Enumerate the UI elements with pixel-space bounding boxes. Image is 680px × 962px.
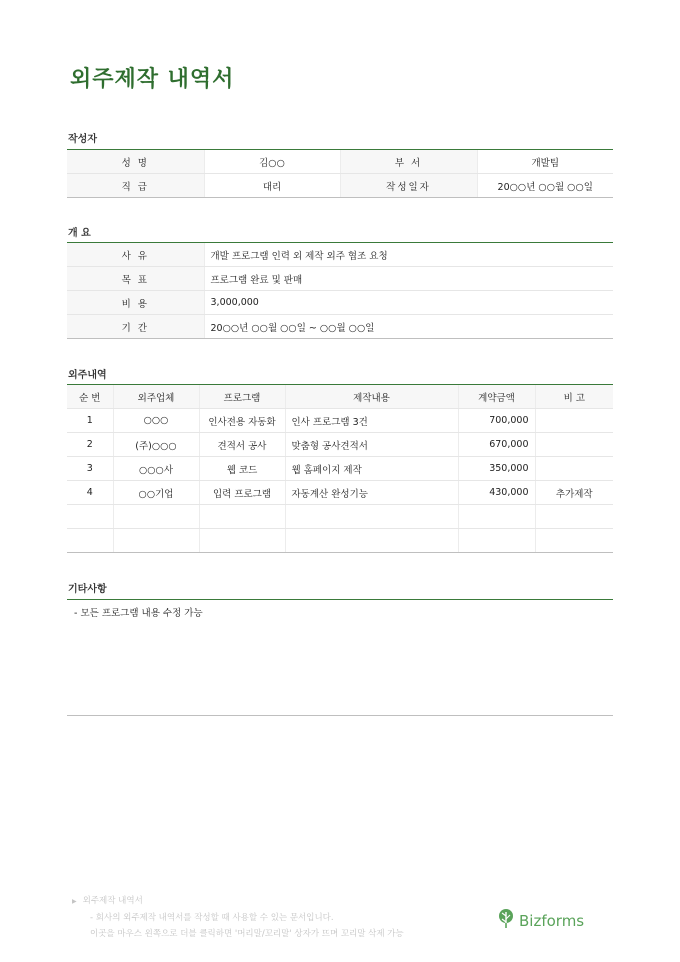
period-value: 20○○년 ○○월 ○○일 ~ ○○월 ○○일 — [204, 315, 613, 339]
footer-title: 외주제작 내역서 — [82, 896, 143, 906]
author-table — [67, 149, 613, 198]
vendor-cell: ○○○ — [113, 409, 199, 433]
remark-cell — [535, 433, 613, 457]
content-cell: 자동계산 완성기능 — [285, 481, 458, 505]
position-label: 직 급 — [67, 174, 204, 198]
leaf-logo-icon — [497, 909, 515, 933]
triangle-bullet-icon: ▶ — [72, 898, 77, 905]
content-cell: 맞춤형 공사견적서 — [285, 433, 458, 457]
row-number — [67, 529, 113, 553]
goal-label: 목 표 — [67, 267, 204, 291]
outsourcing-header-row — [67, 385, 613, 409]
amount-cell: 350,000 — [458, 457, 535, 481]
column-header: 프로그램 — [199, 385, 285, 409]
reason-label: 사 유 — [67, 243, 204, 267]
table-row — [67, 433, 613, 457]
overview-row — [67, 267, 613, 291]
period-label: 기 간 — [67, 315, 204, 339]
etc-text: - 모든 프로그램 내용 수정 가능 — [74, 608, 203, 619]
vendor-cell — [113, 529, 199, 553]
outsourcing-section-heading: 외주내역 — [68, 370, 107, 381]
author-row — [67, 150, 613, 174]
etc-top-divider — [67, 599, 613, 600]
remark-cell — [535, 409, 613, 433]
cost-label: 비 용 — [67, 291, 204, 315]
row-number: 4 — [67, 481, 113, 505]
cost-value: 3,000,000 — [204, 291, 613, 315]
footer-instruction: 이곳을 마우스 왼쪽으로 더블 클릭하면 '머리말/꼬리말' 상자가 뜨며 꼬리말 삭제 가능 — [90, 929, 404, 939]
goal-value: 프로그램 완료 및 판매 — [204, 267, 613, 291]
amount-cell: 670,000 — [458, 433, 535, 457]
overview-row — [67, 243, 613, 267]
column-header: 외주업체 — [113, 385, 199, 409]
overview-section-heading: 개 요 — [68, 228, 91, 239]
reason-value: 개발 프로그램 인력 외 제작 외주 협조 요청 — [204, 243, 613, 267]
column-header: 순 번 — [67, 385, 113, 409]
position-value: 대리 — [204, 174, 340, 198]
program-cell: 인사전용 자동화 — [199, 409, 285, 433]
amount-cell: 430,000 — [458, 481, 535, 505]
author-section-heading: 작성자 — [68, 134, 97, 145]
program-cell: 견적서 공사 — [199, 433, 285, 457]
table-row — [67, 529, 613, 553]
document-title: 외주제작 내역서 — [70, 67, 235, 92]
etc-section-heading: 기타사항 — [68, 584, 107, 595]
overview-row — [67, 291, 613, 315]
column-header: 비 고 — [535, 385, 613, 409]
remark-cell — [535, 529, 613, 553]
vendor-cell: (주)○○○ — [113, 433, 199, 457]
program-cell: 웹 코드 — [199, 457, 285, 481]
content-cell: 웹 홈페이지 제작 — [285, 457, 458, 481]
page-footer[interactable] — [72, 893, 404, 942]
bizforms-logo — [497, 909, 584, 933]
column-header: 제작내용 — [285, 385, 458, 409]
content-cell — [285, 529, 458, 553]
vendor-cell: ○○○사 — [113, 457, 199, 481]
vendor-cell — [113, 505, 199, 529]
vendor-cell: ○○기업 — [113, 481, 199, 505]
row-number: 2 — [67, 433, 113, 457]
amount-cell — [458, 529, 535, 553]
remark-cell — [535, 505, 613, 529]
program-cell — [199, 505, 285, 529]
department-value: 개발팀 — [477, 150, 613, 174]
etc-bottom-divider — [67, 715, 613, 716]
brand-name: Bizforms — [519, 912, 585, 930]
name-value: 김○○ — [204, 150, 340, 174]
name-label: 성 명 — [67, 150, 204, 174]
program-cell: 입력 프로그램 — [199, 481, 285, 505]
date-label: 작성일자 — [340, 174, 477, 198]
content-cell: 인사 프로그램 3건 — [285, 409, 458, 433]
author-row — [67, 174, 613, 198]
date-value: 20○○년 ○○월 ○○일 — [477, 174, 613, 198]
table-row — [67, 481, 613, 505]
program-cell — [199, 529, 285, 553]
row-number: 1 — [67, 409, 113, 433]
remark-cell — [535, 457, 613, 481]
column-header: 계약금액 — [458, 385, 535, 409]
table-row — [67, 409, 613, 433]
overview-table — [67, 242, 613, 339]
table-row — [67, 457, 613, 481]
row-number — [67, 505, 113, 529]
footer-description: - 회사의 외주제작 내역서를 작성할 때 사용할 수 있는 문서입니다. — [90, 913, 334, 923]
amount-cell: 700,000 — [458, 409, 535, 433]
content-cell — [285, 505, 458, 529]
overview-row — [67, 315, 613, 339]
remark-cell: 추가제작 — [535, 481, 613, 505]
amount-cell — [458, 505, 535, 529]
outsourcing-table — [67, 384, 613, 553]
row-number: 3 — [67, 457, 113, 481]
footer-title-line — [72, 893, 404, 910]
department-label: 부 서 — [340, 150, 477, 174]
table-row — [67, 505, 613, 529]
